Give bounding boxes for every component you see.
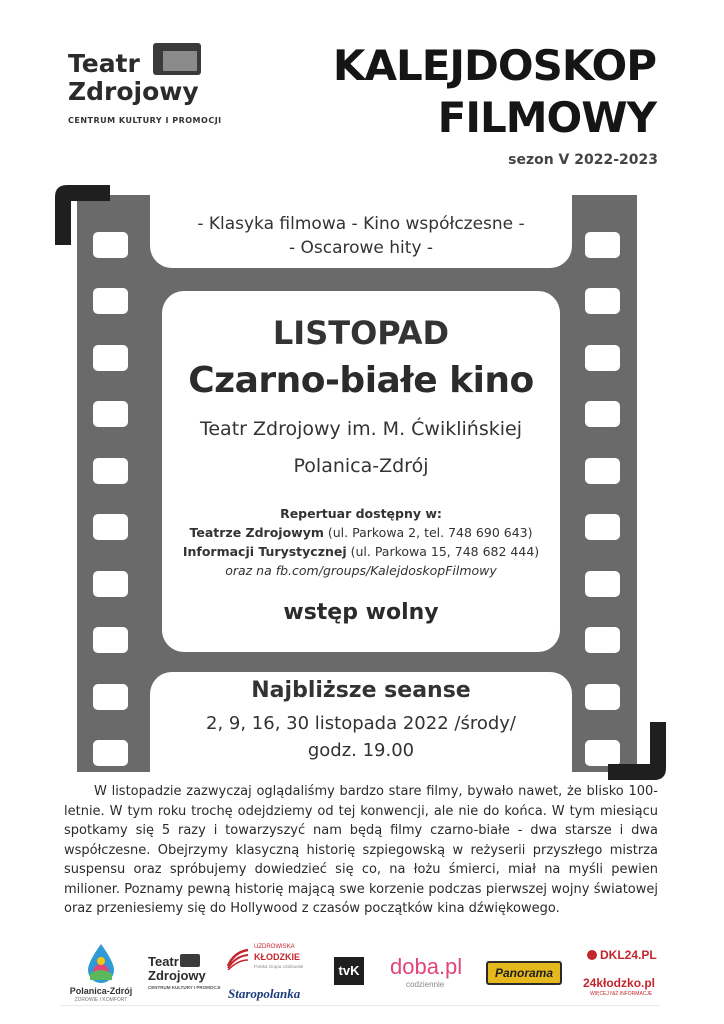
dkl24-logo: DKL24.PL — [600, 948, 657, 962]
film-hole — [585, 232, 620, 258]
polanica-logo-text: Polanica-Zdrój — [69, 986, 133, 996]
film-hole — [93, 288, 128, 314]
teatr-small-screen-icon — [180, 954, 200, 967]
description-text: W listopadzie zazwyczaj oglądaliśmy bardzo stare filmy, bywało nawet, że blisko 100-letnie. W tym roku trochę odejdziemy od tej konwencji, ale nie do końca. W tym miesiącu spotkamy się 5 razy i towarzyszyć nam będą filmy czarno-białe - dwa starsze i dwa współczesne. Obejrzymy klasyczną historię szpiegowską w reżyserii przyszłego mistrza suspensu oraz spróbujemy dowiedzieć się co, na łożu śmierci, miał na myśli pewien milioner. Poznamy pewną historię mającą swe korzenie podczas pierwszej wojny światowej oraz przeniesiemy się do Hollywood z czasów początków kina dźwiękowego. — [64, 784, 658, 916]
frame-corner-icon — [55, 185, 110, 245]
city: Polanica-Zdrój — [293, 455, 429, 477]
rep-facebook: oraz na fb.com/groups/KalejdoskopFilmowy — [225, 563, 497, 578]
film-hole — [93, 571, 128, 597]
tvk-logo: tvK — [334, 957, 364, 985]
film-hole — [585, 458, 620, 484]
logo-subtitle: CENTRUM KULTURY I PROMOCJI — [68, 116, 222, 125]
polanica-logo-icon — [84, 944, 118, 984]
logo-line2: Zdrojowy — [68, 77, 199, 106]
rep-place2: Informacji Turystycznej — [182, 544, 347, 559]
film-hole — [93, 514, 128, 540]
genres-line1: - Klasyka filmowa - Kino współczesne - — [197, 214, 525, 234]
rep-address2: (ul. Parkowa 15, 748 682 444) — [346, 544, 540, 559]
klodzko24-sub: WIĘCEJ NIŻ INFORMACJE — [590, 991, 653, 997]
teatr-small-line1: Teatr — [148, 954, 179, 969]
rep-address1: (ul. Parkowa 2, tel. 748 690 643) — [323, 525, 533, 540]
repertoire-heading: Repertuar dostępny w: — [280, 506, 442, 521]
film-hole — [585, 627, 620, 653]
teatr-small-line2: Zdrojowy — [148, 968, 206, 983]
film-hole — [585, 514, 620, 540]
film-hole — [93, 345, 128, 371]
season-label: sezon V 2022-2023 — [508, 152, 658, 168]
genres — [150, 212, 572, 260]
footer-divider — [60, 1005, 660, 1006]
genres-line2: - Oscarowe hity - — [288, 238, 434, 258]
klodzko24-logo: 24kłodzko.pl — [583, 976, 656, 990]
logo-screen-icon — [153, 43, 201, 75]
theme-heading: Czarno-białe kino — [188, 360, 534, 401]
title-line2: FILMOWY — [437, 93, 656, 142]
title-line1: KALEJDOSKOP — [332, 41, 656, 90]
film-hole — [93, 684, 128, 710]
film-hole — [585, 288, 620, 314]
film-hole — [93, 627, 128, 653]
film-hole — [585, 571, 620, 597]
film-hole — [585, 684, 620, 710]
logo-line1: Teatr — [68, 49, 140, 78]
month-heading: LISTOPAD — [272, 314, 450, 352]
polanica-logo-sub: ZDROWIE I KOMFORT — [74, 997, 128, 1003]
film-hole — [585, 401, 620, 427]
venue: Teatr Zdrojowy im. M. Ćwiklińskiej — [199, 418, 522, 440]
film-hole — [93, 401, 128, 427]
free-entry: wstęp wolny — [283, 600, 439, 625]
frame-corner-icon — [608, 722, 666, 780]
film-hole — [93, 740, 128, 766]
doba-sub: codziennie — [406, 980, 445, 989]
panorama-logo: Panorama — [486, 961, 562, 985]
repertoire-info — [162, 504, 560, 580]
screening-time: godz. 19.00 — [307, 740, 415, 761]
description — [64, 782, 658, 919]
poster-title — [333, 40, 656, 144]
staropolanka-logo: Staropolanka — [228, 986, 301, 1001]
klodzkie-top: UZDROWISKA — [254, 944, 295, 950]
screening-dates: 2, 9, 16, 30 listopada 2022 /środy/ — [206, 713, 516, 734]
film-hole — [93, 458, 128, 484]
film-hole — [585, 345, 620, 371]
klodzkie-main: KŁODZKIE — [254, 952, 300, 962]
dkl-dot-icon — [587, 950, 597, 960]
screenings-info — [150, 710, 572, 764]
screenings-title: Najbliższe seanse — [251, 678, 471, 703]
doba-logo: doba.pl — [390, 954, 463, 979]
teatr-small-sub: CENTRUM KULTURY I PROMOCJI — [148, 985, 221, 990]
klodzkie-sub: Polska Grupa Uzdrowisk — [254, 964, 304, 969]
klodzkie-logo-icon — [226, 946, 250, 970]
rep-place1: Teatrze Zdrojowym — [189, 525, 324, 540]
